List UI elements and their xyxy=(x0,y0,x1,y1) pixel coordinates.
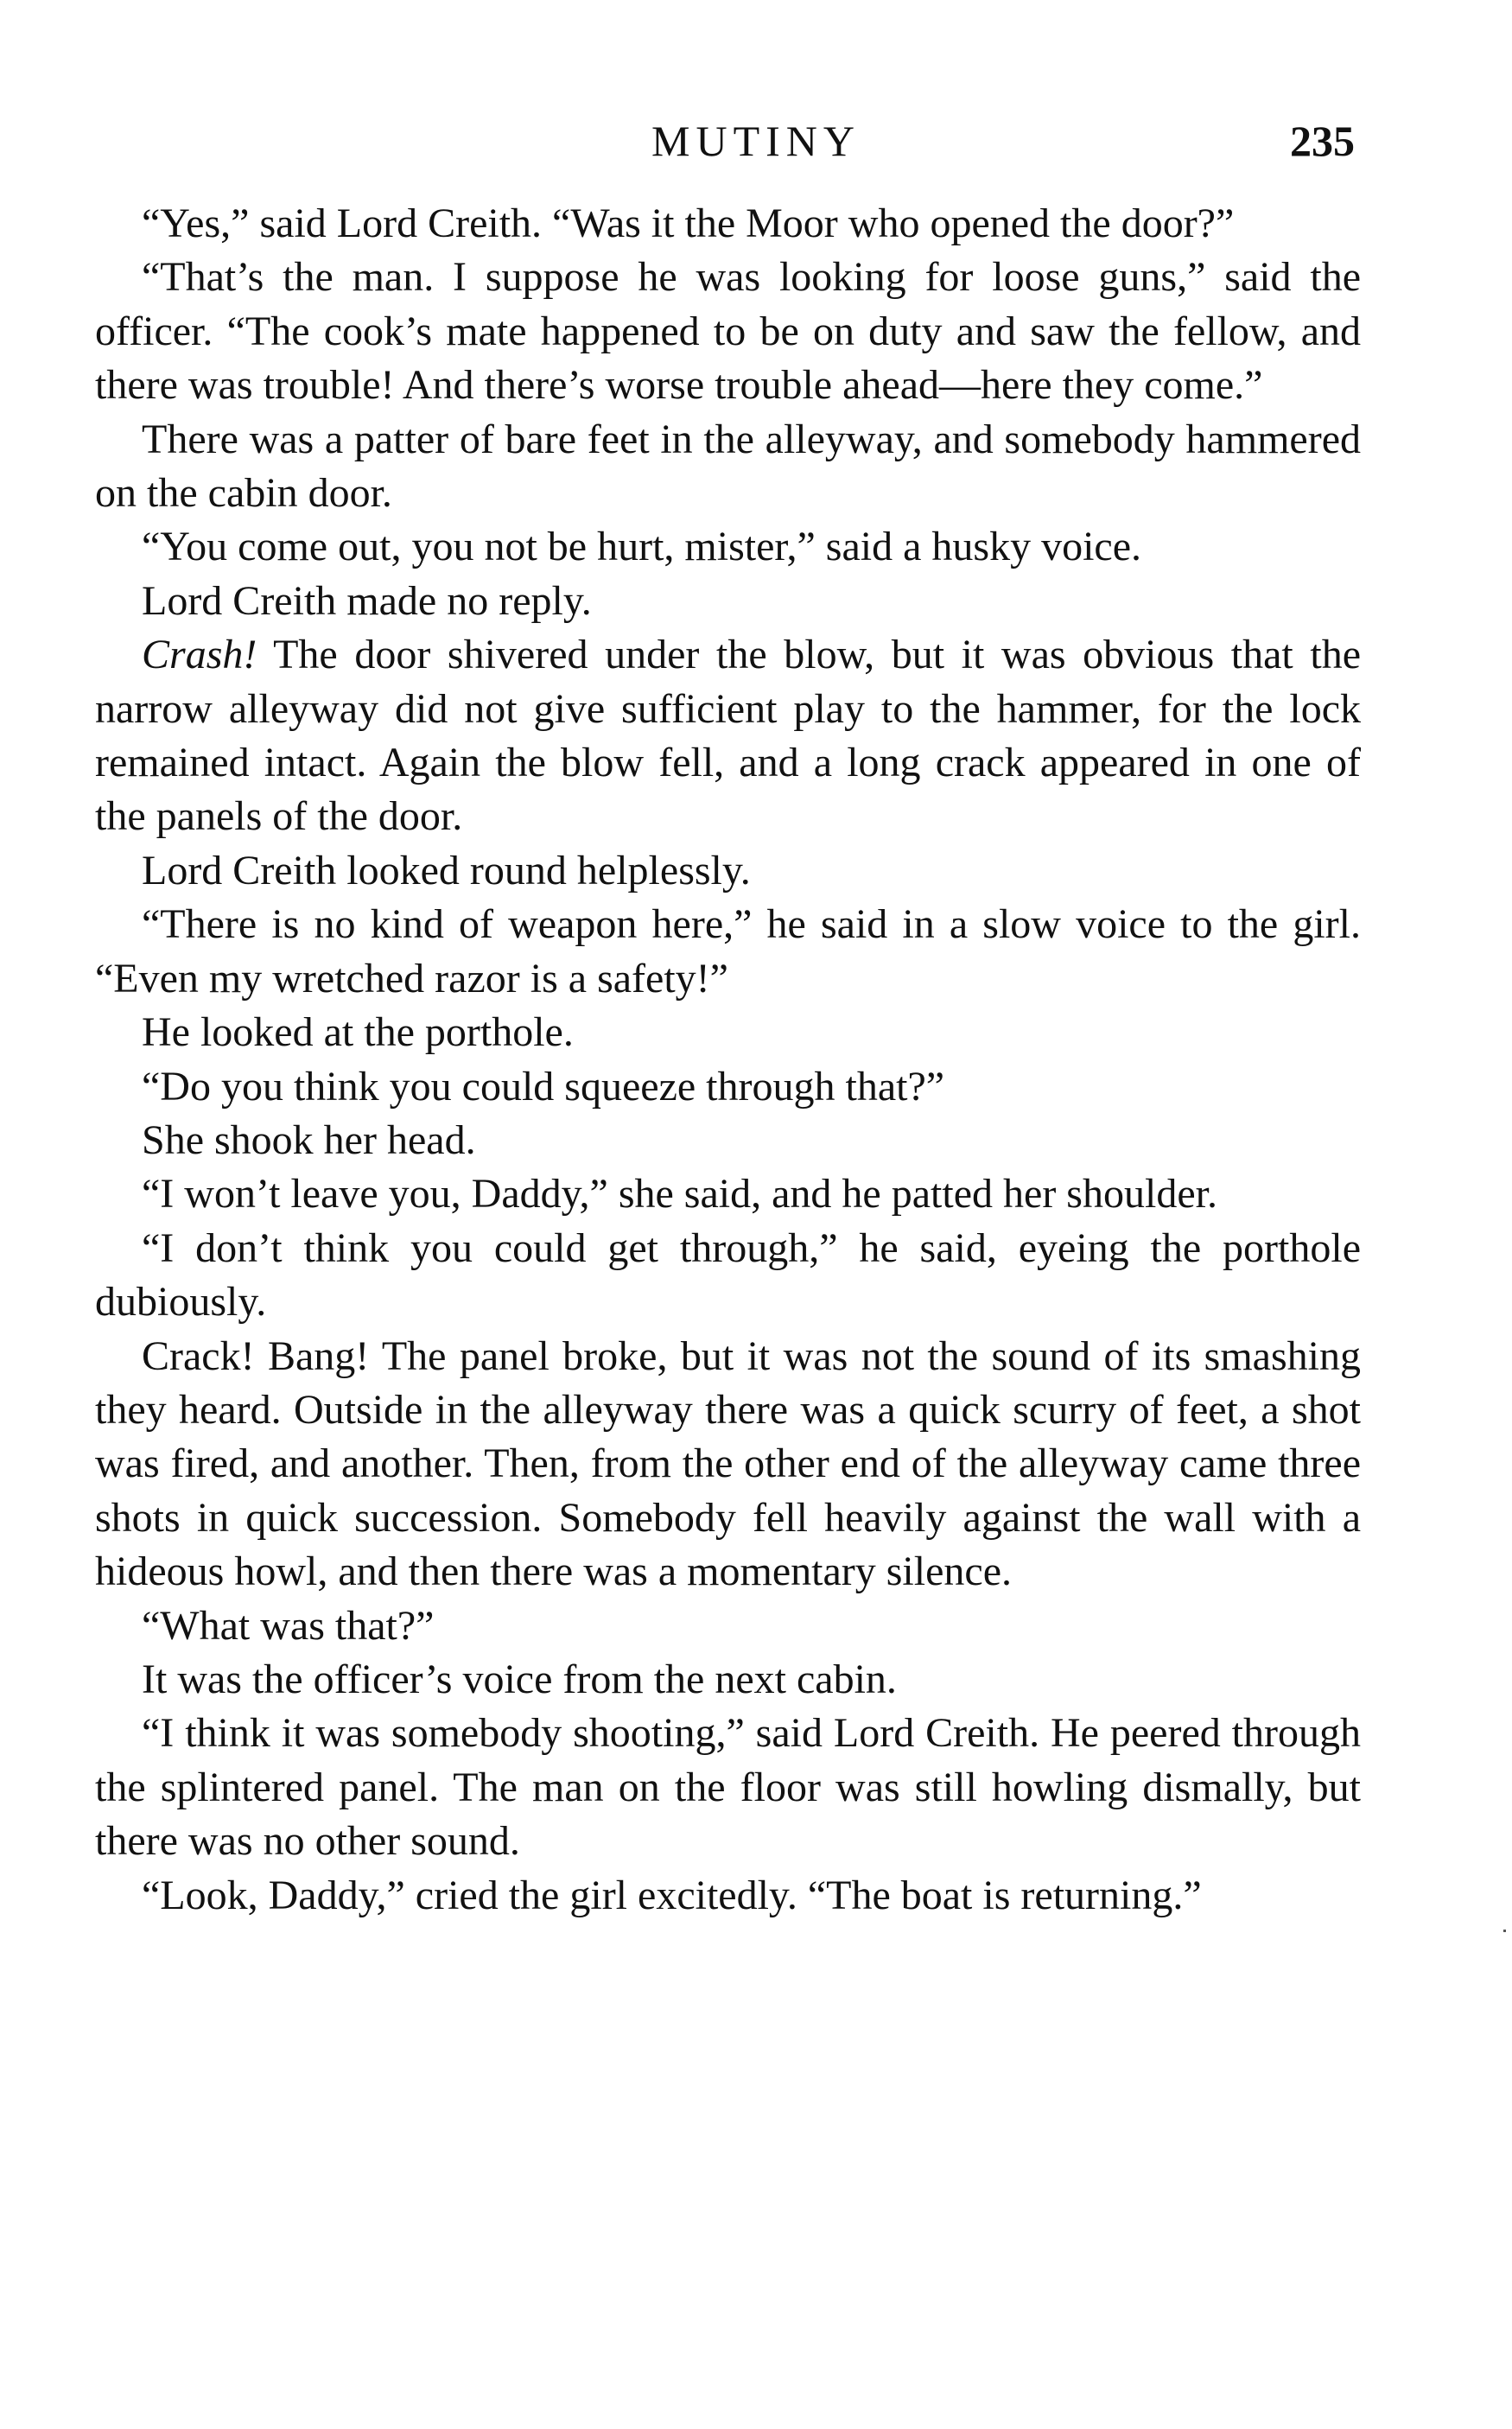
paragraph xyxy=(95,898,1361,1006)
paragraph-text: Crack! Bang! The panel broke, but it was not the sound of its smashing they heard. Outside in the alleyway there was a quick scurry of feet, a shot was fired, and another. Then, from the other end of the alleyway came three shots in quick succession. Somebody fell heavily against the wall with a hideous howl, and then there was a momentary silence. xyxy=(95,1332,1361,1595)
paragraph-text: “Do you think you could squeeze through that?” xyxy=(142,1063,945,1110)
paragraph-text: He looked at the porthole. xyxy=(142,1009,574,1056)
paragraph-text: She shook her head. xyxy=(142,1116,476,1163)
paragraph xyxy=(95,1060,1361,1114)
paragraph-text: “That’s the man. I suppose he was looking for loose guns,” said the officer. “The cook’s mate happened to be on duty and saw the fellow, and there was trouble! And there’s worse trouble ahead—here they come.” xyxy=(95,254,1361,409)
running-head xyxy=(0,111,1512,171)
body-text xyxy=(95,197,1361,1923)
paragraph-text: Lord Creith looked round helplessly. xyxy=(142,847,751,893)
paragraph-text: “You come out, you not be hurt, mister,” said a husky voice. xyxy=(142,524,1142,570)
paragraph xyxy=(95,1653,1361,1707)
paragraph-text: Lord Creith made no reply. xyxy=(142,577,592,624)
paragraph xyxy=(95,575,1361,628)
paragraph-text: “I don’t think you could get through,” he said, eyeing the porthole dubiously. xyxy=(95,1224,1361,1326)
paragraph xyxy=(95,1222,1361,1330)
paragraph xyxy=(95,1707,1361,1868)
paragraph xyxy=(95,1599,1361,1653)
paragraph-text: “There is no kind of weapon here,” he said in a slow voice to the girl. “Even my wretched razor is a safety!” xyxy=(95,901,1361,1001)
paragraph-text: “I think it was somebody shooting,” said Lord Creith. He peered through the splintered panel. The man on the floor was still howling dismally, but there was no other sound. xyxy=(95,1710,1361,1865)
paragraph-text: There was a patter of bare feet in the alleyway, and somebody hammered on the cabin door. xyxy=(95,416,1361,517)
margin-speck xyxy=(1503,1930,1506,1932)
paragraph xyxy=(95,197,1361,251)
italic-exclamation: Crash! xyxy=(142,632,257,678)
paragraph xyxy=(95,1330,1361,1599)
page-number: 235 xyxy=(1290,117,1355,165)
paragraph-text: It was the officer’s voice from the next cabin. xyxy=(142,1656,897,1702)
paragraph-text: “I won’t leave you, Daddy,” she said, and he patted her shoulder. xyxy=(142,1171,1217,1218)
paragraph xyxy=(95,1869,1361,1923)
paragraph xyxy=(95,1006,1361,1059)
running-title: MUTINY xyxy=(651,117,861,165)
paragraph-text: “What was that?” xyxy=(142,1602,435,1649)
paragraph xyxy=(95,628,1361,844)
paragraph-text: “Yes,” said Lord Creith. “Was it the Moor who opened the door?” xyxy=(142,200,1235,246)
paragraph-text: The door shivered under the blow, but it was obvious that the narrow alleyway did not give sufficient play to the hammer, for the lock remained intact. Again the blow fell, and a long crack appeared in one of the panels of the door. xyxy=(95,632,1361,840)
paragraph xyxy=(95,251,1361,412)
paragraph xyxy=(95,1114,1361,1167)
paragraph xyxy=(95,1167,1361,1221)
paragraph xyxy=(95,844,1361,898)
paragraph-text: “Look, Daddy,” cried the girl excitedly. “The boat is returning.” xyxy=(142,1872,1202,1918)
paragraph xyxy=(95,520,1361,574)
paragraph xyxy=(95,413,1361,521)
